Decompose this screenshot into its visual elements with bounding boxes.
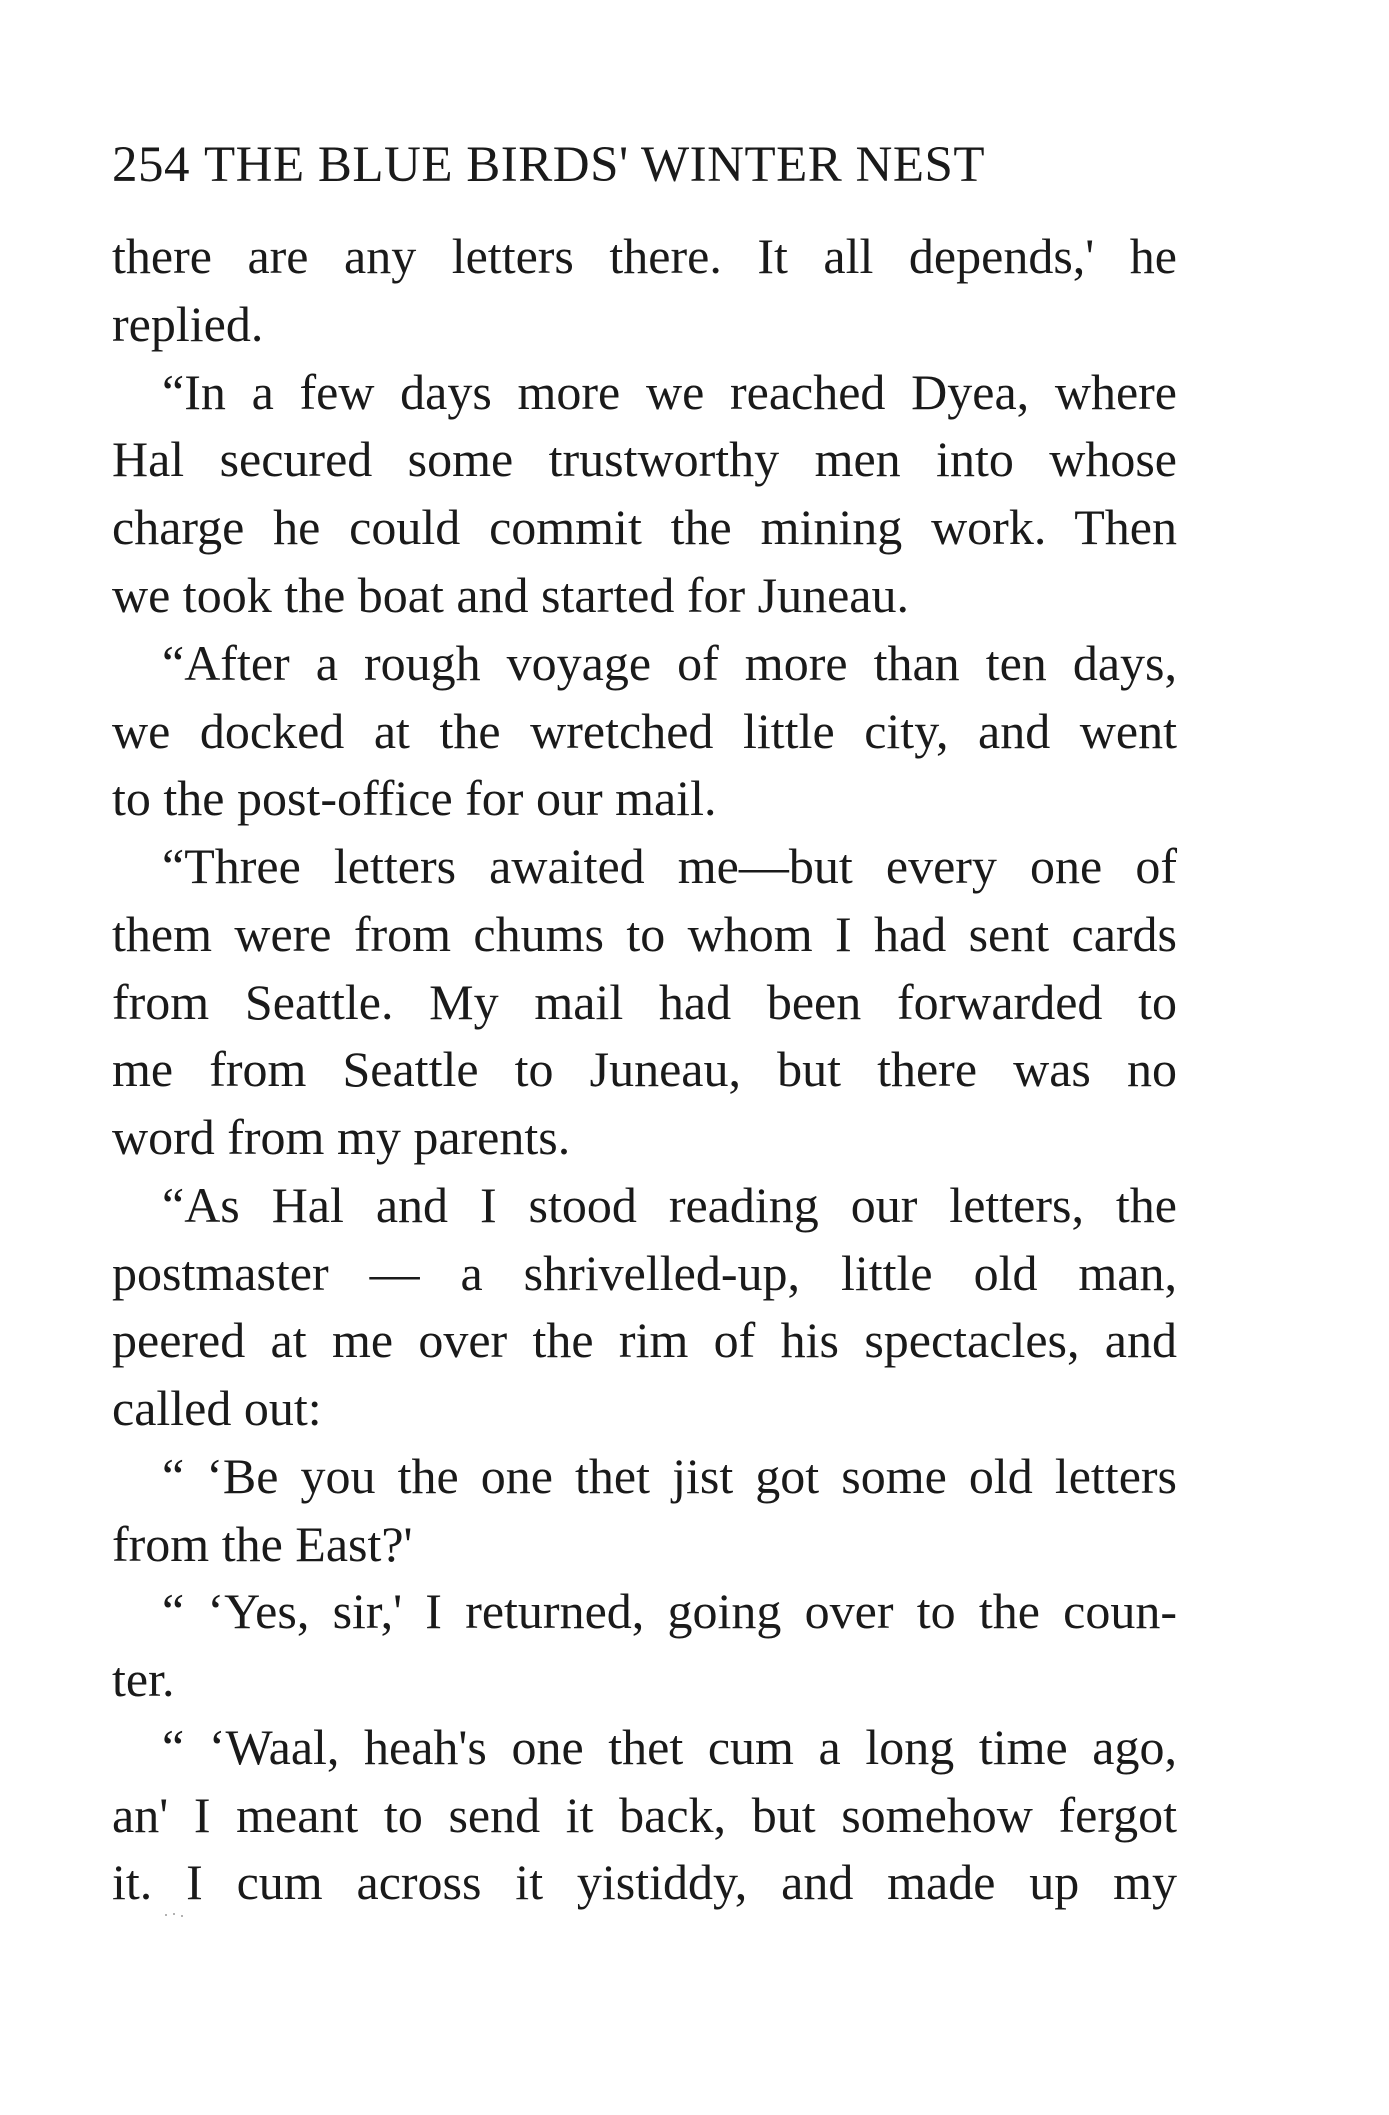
text-line: postmaster — a shrivelled-up, little old man, <box>112 1245 1177 1301</box>
text-line: called out: <box>112 1380 322 1436</box>
text-line: to the post-office for our mail. <box>112 770 717 826</box>
text-line: ter. <box>112 1651 175 1707</box>
text-line: “As Hal and I stood reading our letters, the <box>162 1177 1177 1233</box>
text-line: charge he could commit the mining work. Then <box>112 499 1177 555</box>
print-speck <box>160 1912 200 1918</box>
page-number: 254 <box>112 137 190 193</box>
text-line: “ ‘Be you the one thet jist got some old letters <box>162 1448 1177 1504</box>
running-head <box>112 130 1172 200</box>
text-line: “After a rough voyage of more than ten days, <box>162 635 1177 691</box>
text-line: we took the boat and started for Juneau. <box>112 567 909 623</box>
text-line: Hal secured some trustworthy men into whose <box>112 431 1177 487</box>
text-line: them were from chums to whom I had sent cards <box>112 906 1177 962</box>
text-line: “ ‘Yes, sir,' I returned, going over to the coun- <box>162 1583 1177 1639</box>
text-line: peered at me over the rim of his spectacles, and <box>112 1312 1177 1368</box>
text-line: “In a few days more we reached Dyea, where <box>162 364 1177 420</box>
text-line: it. I cum across it yistiddy, and made up my <box>112 1854 1177 1910</box>
text-line: “ ‘Waal, heah's one thet cum a long time ago, <box>162 1719 1177 1775</box>
text-line: me from Seattle to Juneau, but there was no <box>112 1041 1177 1097</box>
text-line: an' I meant to send it back, but somehow fergot <box>112 1787 1177 1843</box>
text-line: “Three letters awaited me—but every one of <box>162 838 1177 894</box>
text-line: from Seattle. My mail had been forwarded to <box>112 974 1177 1030</box>
text-line: word from my parents. <box>112 1109 571 1165</box>
text-line: we docked at the wretched little city, and went <box>112 703 1177 759</box>
text-line: from the East?' <box>112 1516 413 1572</box>
text-line: there are any letters there. It all depends,' he <box>112 228 1177 284</box>
text-line: replied. <box>112 296 264 352</box>
running-title: THE BLUE BIRDS' WINTER NEST <box>204 137 986 193</box>
